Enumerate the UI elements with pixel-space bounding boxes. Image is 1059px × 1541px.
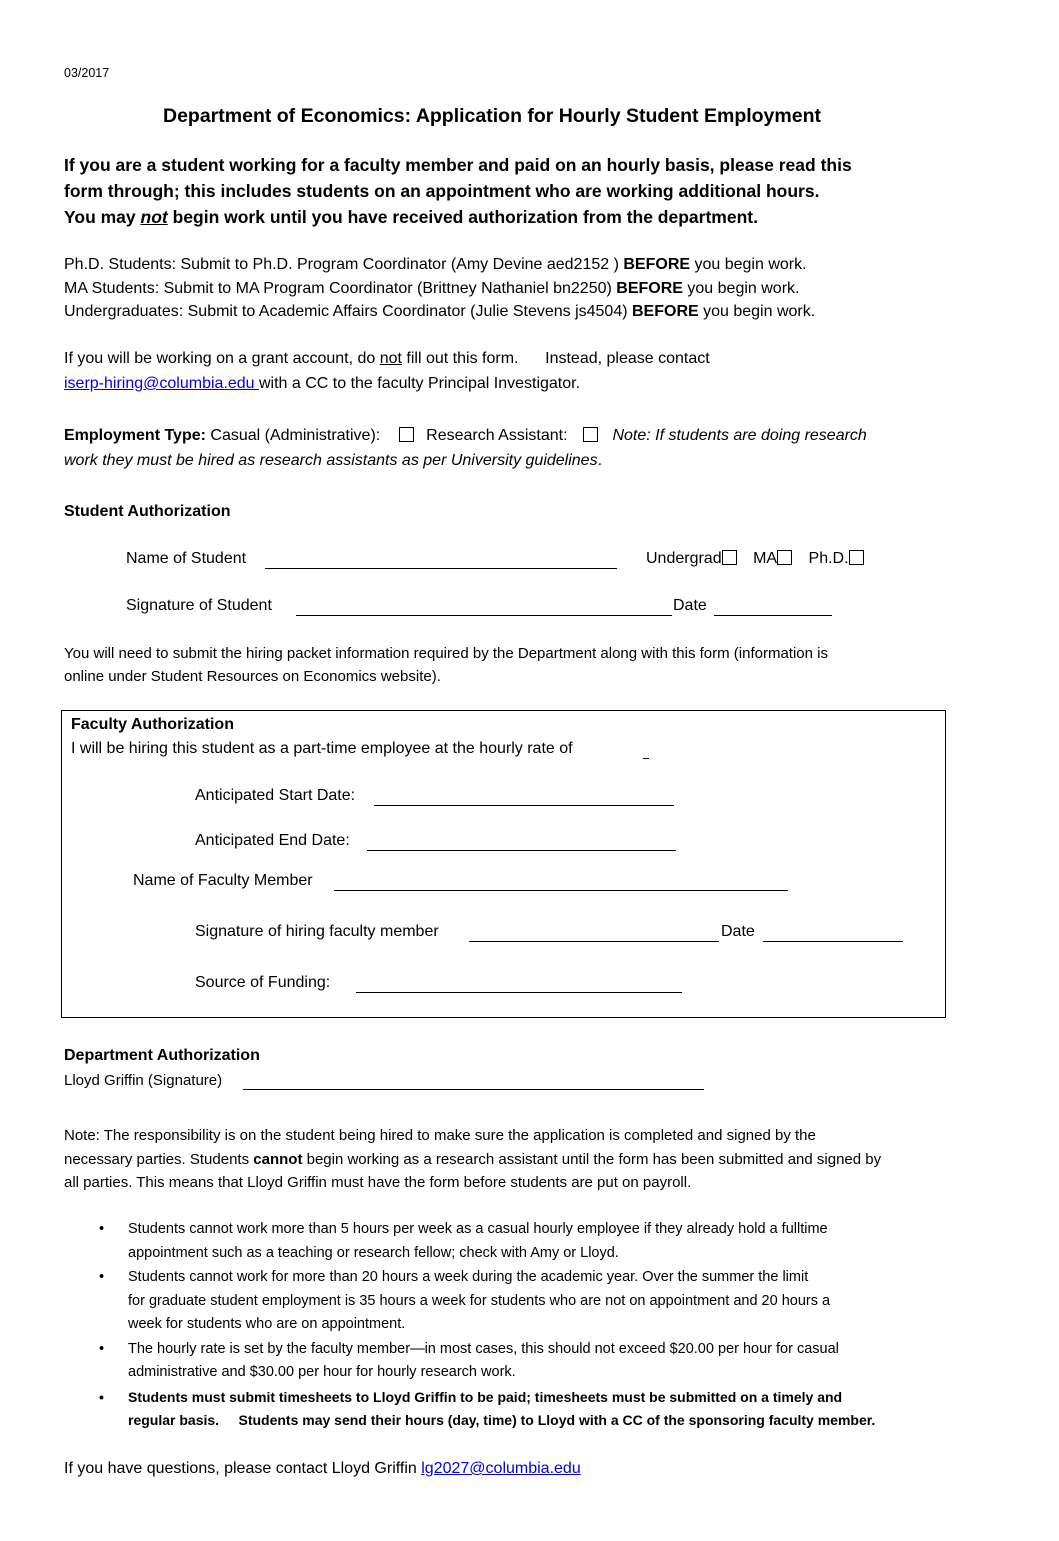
- list-item: • Students cannot work more than 5 hours per week as a casual hourly employee if they already hold a fulltime appointment such as a teaching or research fellow; check with Amy or Lloyd.: [99, 1218, 979, 1265]
- contact-line: If you have questions, please contact Lloyd Griffin lg2027@columbia.edu: [64, 1460, 581, 1477]
- end-date-label: Anticipated End Date:: [195, 832, 350, 849]
- submit-ma: MA Students: Submit to MA Program Coordinator (Brittney Nathaniel bn2250) BEFORE you begin work.: [64, 280, 800, 297]
- hiring-packet-line-1: You will need to submit the hiring packet information required by the Department along with this form (information is: [64, 645, 828, 662]
- list-item: • The hourly rate is set by the faculty member—in most cases, this should not exceed $20.00 per hour for casual administrative and $30.00 per hour for hourly research work.: [99, 1338, 979, 1385]
- funding-label: Source of Funding:: [195, 974, 331, 991]
- phd-checkbox[interactable]: [849, 550, 864, 565]
- hourly-rate-line[interactable]: [643, 758, 649, 759]
- research-assistant-checkbox[interactable]: [583, 427, 598, 442]
- faculty-name-line[interactable]: [334, 890, 788, 891]
- hourly-rate-label: I will be hiring this student as a part-time employee at the hourly rate of: [71, 740, 573, 757]
- rules-list: [99, 1218, 979, 1434]
- employment-type-row: Employment Type: Casual (Administrative): Research Assistant: Note: If students are doing research: [64, 427, 867, 444]
- start-date-label: Anticipated Start Date:: [195, 787, 356, 804]
- hiring-packet-line-2: online under Student Resources on Economics website).: [64, 668, 441, 685]
- department-signature-label: Lloyd Griffin (Signature): [64, 1072, 223, 1089]
- grant-line-2: iserp-hiring@columbia.edu with a CC to the faculty Principal Investigator.: [64, 375, 581, 392]
- student-signature-line[interactable]: [296, 615, 672, 616]
- note-line-2: necessary parties. Students cannot begin working as a research assistant until the form has been submitted and signed by: [64, 1151, 882, 1168]
- undergrad-checkbox[interactable]: [722, 550, 737, 565]
- faculty-signature-line[interactable]: [469, 941, 719, 942]
- intro-line-1: If you are a student working for a faculty member and paid on an hourly basis, please read this: [64, 155, 852, 175]
- student-name-line[interactable]: [265, 568, 617, 569]
- intro-line-3: You may not begin work until you have received authorization from the department.: [64, 207, 758, 227]
- list-item: • Students cannot work for more than 20 hours a week during the academic year. Over the summer the limit for graduate student employment is 35 hours a week for students who are not on appointment and 20 hours a week for students who are on appointment.: [99, 1266, 979, 1337]
- ma-checkbox[interactable]: [777, 550, 792, 565]
- faculty-name-label: Name of Faculty Member: [133, 872, 313, 889]
- lloyd-email-link[interactable]: lg2027@columbia.edu: [421, 1460, 581, 1477]
- list-item: • Students must submit timesheets to Lloyd Griffin to be paid; timesheets must be submitted on a timely and regular basis. Students may send their hours (day, time) to Lloyd with a CC of the sponsoring faculty member.: [99, 1386, 979, 1433]
- student-date-label: Date: [673, 597, 707, 614]
- bullet-icon: •: [99, 1269, 105, 1285]
- casual-checkbox[interactable]: [399, 427, 414, 442]
- department-authorization-heading: Department Authorization: [64, 1047, 260, 1064]
- department-signature-line[interactable]: [243, 1089, 704, 1090]
- faculty-signature-label: Signature of hiring faculty member: [195, 923, 439, 940]
- faculty-date-line[interactable]: [763, 941, 903, 942]
- student-name-label: Name of Student: [126, 550, 247, 567]
- faculty-date-label: Date: [721, 923, 755, 940]
- student-signature-label: Signature of Student: [126, 597, 272, 614]
- employment-note: work they must be hired as research assistants as per University guidelines.: [64, 452, 603, 469]
- start-date-line[interactable]: [374, 805, 674, 806]
- intro-line-2: form through; this includes students on an appointment who are working additional hours.: [64, 181, 820, 201]
- form-date: 03/2017: [64, 66, 110, 80]
- submit-undergrad: Undergraduates: Submit to Academic Affairs Coordinator (Julie Stevens js4504) BEFORE you begin work.: [64, 303, 816, 320]
- note-line-3: all parties. This means that Lloyd Griffin must have the form before students are put on payroll.: [64, 1174, 692, 1191]
- bullet-icon: •: [99, 1388, 104, 1405]
- submit-phd: Ph.D. Students: Submit to Ph.D. Program Coordinator (Amy Devine aed2152 ) BEFORE you begin work.: [64, 256, 807, 273]
- student-date-line[interactable]: [714, 615, 832, 616]
- bullet-icon: •: [99, 1221, 105, 1237]
- student-authorization-heading: Student Authorization: [64, 503, 231, 520]
- bullet-icon: •: [99, 1340, 105, 1357]
- end-date-line[interactable]: [367, 850, 676, 851]
- page-title: Department of Economics: Application for Hourly Student Employment: [163, 105, 821, 127]
- iserp-email-link[interactable]: iserp-hiring@columbia.edu: [64, 375, 259, 392]
- grant-line-1: If you will be working on a grant account, do not fill out this form. Instead, please contact: [64, 350, 710, 367]
- funding-line[interactable]: [356, 992, 682, 993]
- note-line-1: Note: The responsibility is on the student being hired to make sure the application is completed and signed by the: [64, 1127, 816, 1144]
- faculty-authorization-heading: Faculty Authorization: [71, 716, 234, 733]
- degree-options: Undergrad MA Ph.D.: [646, 550, 864, 568]
